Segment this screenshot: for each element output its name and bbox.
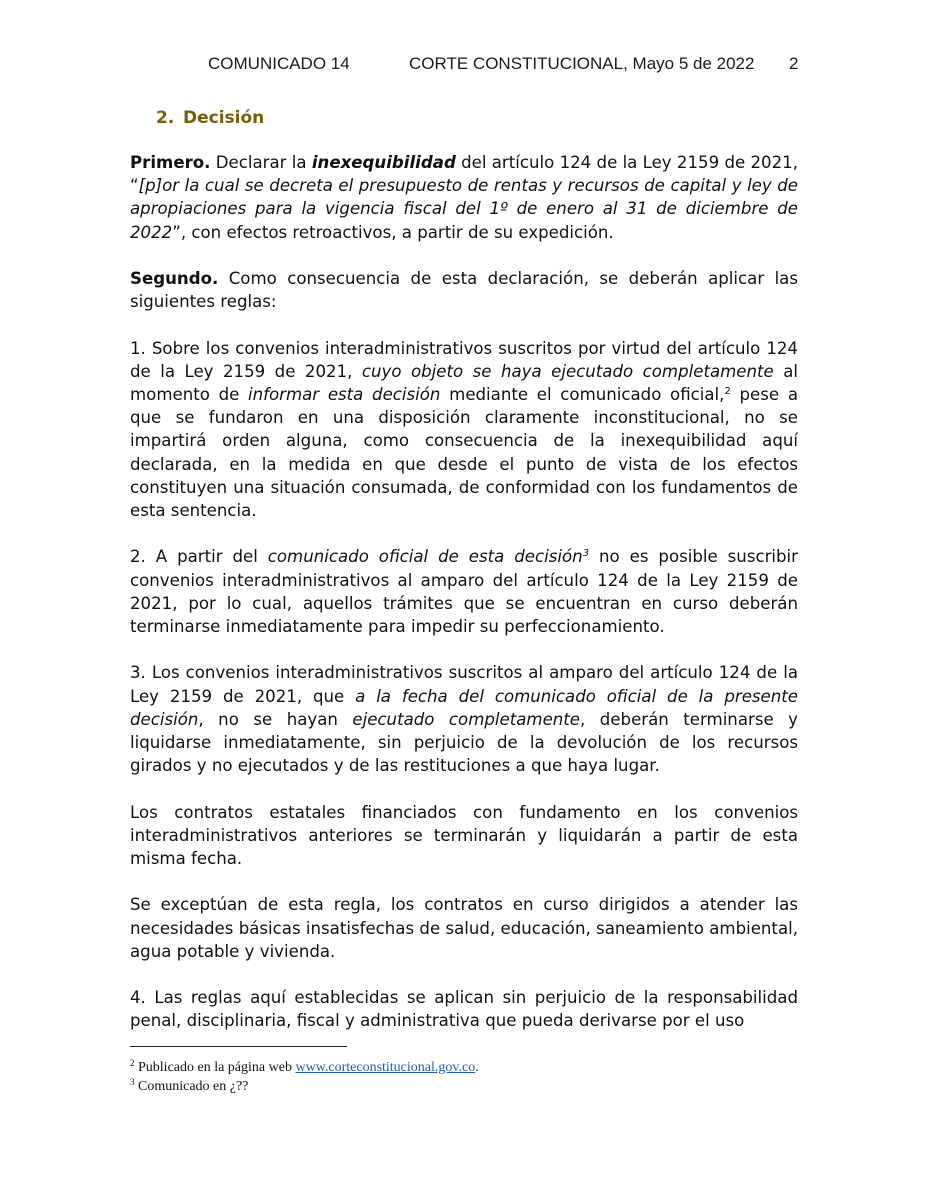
footnote-text: Publicado en la página web bbox=[134, 1060, 296, 1075]
paragraph-rule-4: 4. Las reglas aquí establecidas se aplican sin perjuicio de la responsabilidad penal, disciplinaria, fiscal y administrativa que pueda derivarse por el uso bbox=[130, 988, 798, 1031]
page-number: 2 bbox=[789, 54, 799, 73]
paragraph-contratos: Los contratos estatales financiados con fundamento en los convenios interadministrativos anteriores se terminarán y liquidarán a partir de esta misma fecha. bbox=[130, 802, 798, 869]
rule1-text-4: pese a que se fundaron en una disposición claramente inconstitucional, no se impartirá orden alguna, como consecuencia de la inexequibilidad aquí declarada, en la medida en que desde el punto de vista de los efectos constituyen una situación consumada, de conformidad con los fundamentos de esta sentencia. bbox=[130, 385, 798, 521]
footnote-divider bbox=[130, 1046, 347, 1047]
primero-emphasis: inexequibilidad bbox=[311, 153, 456, 172]
primero-text-1: Declarar la bbox=[210, 153, 312, 172]
primero-text-3: ”, con efectos retroactivos, a partir de su expedición. bbox=[172, 222, 614, 242]
rule3-text-2: , no se hayan bbox=[198, 709, 353, 729]
footnote-number: 2 bbox=[130, 1058, 135, 1068]
paragraph-segundo bbox=[130, 267, 798, 313]
primero-text-2: del artículo 124 de la Ley 2159 de 2021, “ bbox=[130, 153, 798, 196]
page-header bbox=[0, 54, 927, 80]
rule2-text-2: no es posible suscribir convenios interadministrativos al amparo del artículo 124 de la Ley 2159 de 2021, por lo cual, aquellos trámites que se encuentran en curso deberán terminarse inmediatamente para impedir su perfeccionamiento. bbox=[130, 547, 798, 637]
rule2-text-1: 2. A partir del bbox=[130, 547, 268, 567]
document-body bbox=[130, 151, 798, 1033]
rule3-italic-1: a la fecha del comunicado oficial de la presente decisión bbox=[130, 686, 798, 729]
footnotes bbox=[130, 1058, 798, 1096]
header-court: CORTE CONSTITUCIONAL bbox=[409, 54, 624, 73]
footnote-3 bbox=[130, 1077, 798, 1096]
rule1-text-3: mediante el comunicado oficial, bbox=[440, 385, 725, 404]
header-date: , Mayo 5 de 2022 bbox=[623, 54, 755, 73]
footnote-link[interactable]: www.corteconstitucional.gov.co bbox=[295, 1060, 476, 1075]
header-comunicado: COMUNICADO 14 bbox=[208, 54, 350, 73]
section-number: 2. bbox=[156, 108, 175, 128]
paragraph-rule-1 bbox=[130, 337, 798, 523]
footnote-number: 3 bbox=[130, 1077, 135, 1087]
rule3-italic-2: ejecutado completamente bbox=[352, 709, 581, 729]
footnote-text: Comunicado en ¿?? bbox=[134, 1079, 249, 1094]
rule1-italic-1: cuyo objeto se haya ejecutado completamente bbox=[361, 361, 774, 381]
rule1-text-2: al momento de bbox=[130, 361, 798, 404]
primero-quote: [p]or la cual se decreta el presupuesto de rentas y recursos de capital y ley de apropiaciones para la vigencia fiscal del 1º de enero al 31 de diciembre de 2022 bbox=[130, 176, 798, 242]
rule3-text-3: , deberán terminarse y liquidarse inmediatamente, sin perjuicio de la devolución de los recursos girados y no ejecutados y de las restituciones a que haya lugar. bbox=[130, 709, 798, 776]
rule2-italic: comunicado oficial de esta decisión bbox=[267, 547, 583, 567]
paragraph-primero bbox=[130, 151, 798, 244]
footnote-ref-2[interactable]: 2 bbox=[724, 386, 731, 397]
header-court-date bbox=[409, 54, 754, 74]
paragraph-excepcion: Se exceptúan de esta regla, los contratos en curso dirigidos a atender las necesidades básicas insatisfechas de salud, educación, saneamiento ambiental, agua potable y vivienda. bbox=[130, 895, 798, 961]
segundo-text: Como consecuencia de esta declaración, se deberán aplicar las siguientes reglas: bbox=[130, 269, 798, 312]
paragraph-rule-3 bbox=[130, 661, 798, 777]
rule1-text-1: 1. Sobre los convenios interadministrativos suscritos por virtud del artículo 124 de la Ley 2159 de 2021, bbox=[130, 338, 798, 381]
footnote-ref-3[interactable]: 3 bbox=[582, 548, 590, 560]
paragraph-rule-2 bbox=[130, 545, 798, 638]
section-heading bbox=[156, 108, 264, 128]
rule3-text-1: 3. Los convenios interadministrativos suscritos al amparo del artículo 124 de la Ley 2159 de 2021, que bbox=[130, 663, 798, 706]
footnote-text-end: . bbox=[475, 1060, 479, 1075]
primero-label: Primero. bbox=[130, 153, 211, 172]
footnote-2 bbox=[130, 1058, 798, 1077]
segundo-label: Segundo. bbox=[130, 269, 219, 288]
rule1-italic-2: informar esta decisión bbox=[248, 385, 441, 404]
section-title: Decisión bbox=[183, 108, 265, 128]
